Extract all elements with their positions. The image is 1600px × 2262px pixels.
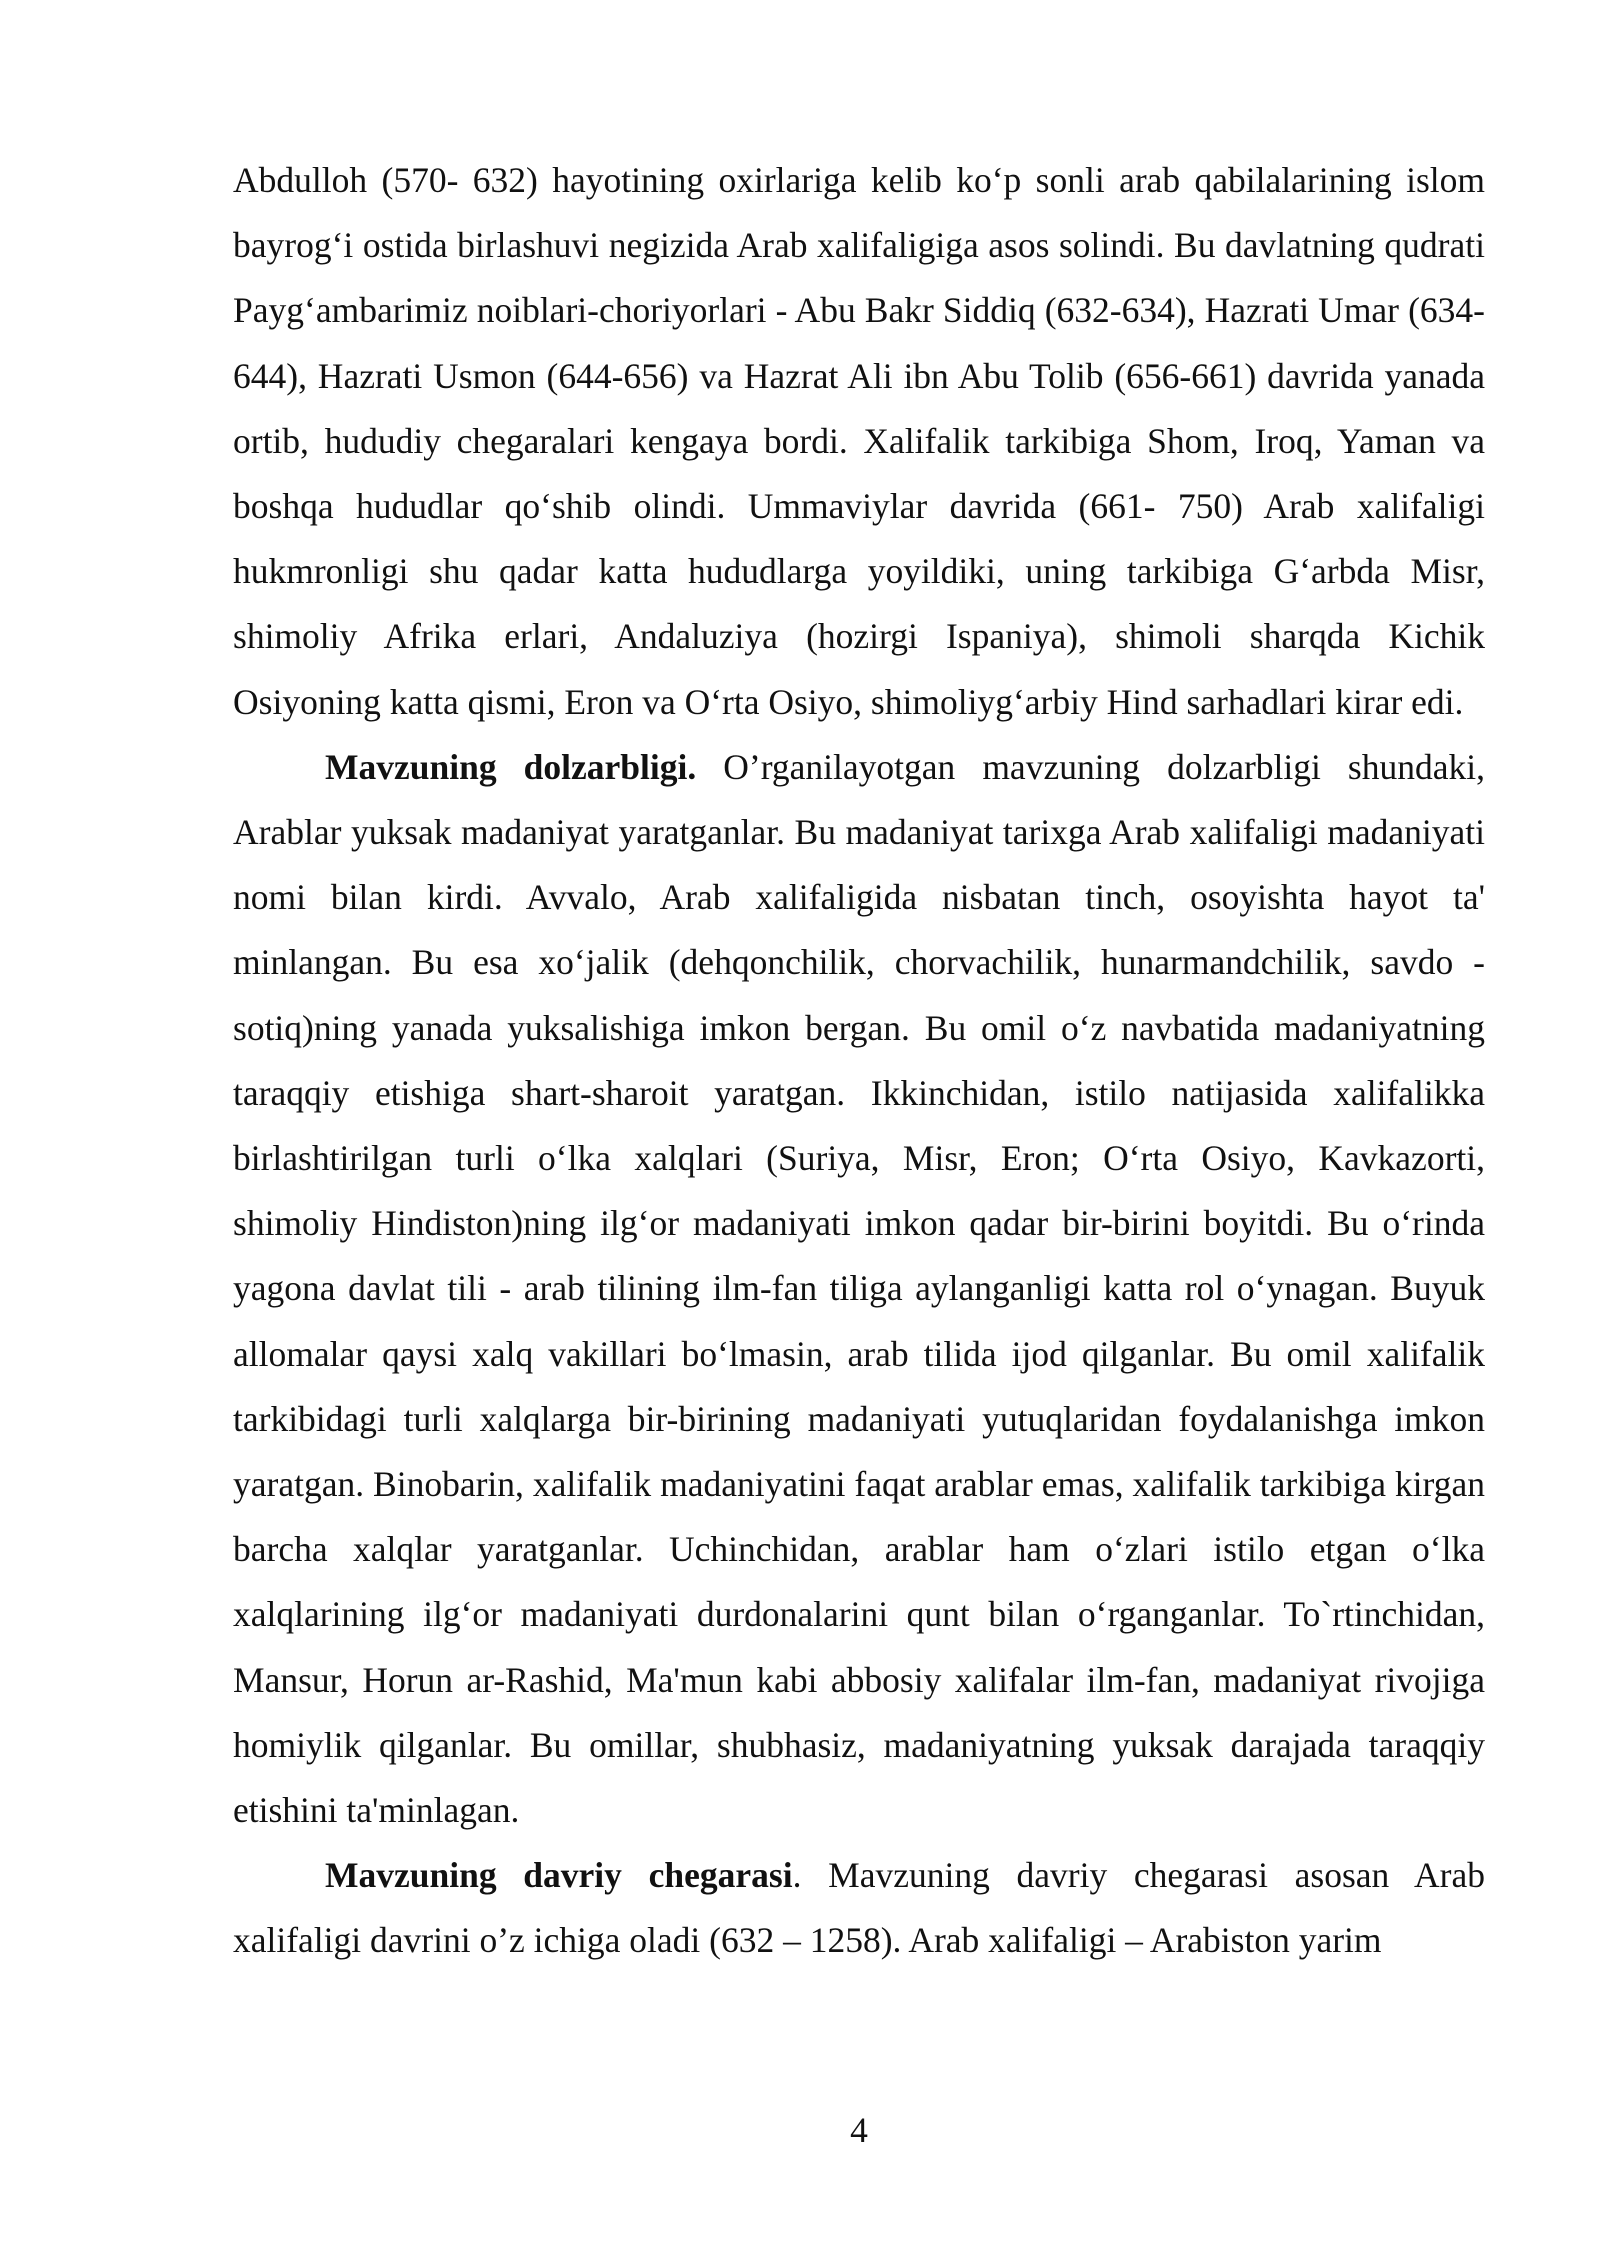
heading-chronology: Mavzuning davriy chegarasi bbox=[325, 1855, 793, 1896]
paragraph-intro: Abdulloh (570- 632) hayotining oxirlariga kelib ko‘p sonli arab qabilalarining islom bayrog‘i ostida birlashuvi negizida Arab xalifaligiga asos solindi. Bu davlatning qudrati Payg‘ambarimiz noiblari-choriyorlari - Abu Bakr Siddiq (632-634), Hazrati Umar (634-644), Hazrati Usmon (644-656) va Hazrat Ali ibn Abu Tolib (656-661) davrida yanada ortib, hududiy chegaralari kengaya bordi. Xalifalik tarkibiga Shom, Iroq, Yaman va boshqa hududlar qo‘shib olindi. Ummaviylar davrida (661- 750) Arab xalifaligi hukmronligi shu qadar katta hududlarga yoyildiki, uning tarkibiga G‘arbda Misr, shimoliy Afrika erlari, Andaluziya (hozirgi Ispaniya), shimoli sharqda Kichik Osiyoning katta qismi, Eron va O‘rta Osiyo, shimoliyg‘arbiy Hind sarhadlari kirar edi. bbox=[233, 160, 1485, 722]
paragraph-relevance bbox=[233, 735, 1485, 1843]
page-number: 4 bbox=[850, 2110, 868, 2150]
paragraph-relevance-body: O’rganilayotgan mavzuning dolzarbligi shundaki, Arablar yuksak madaniyat yaratganlar. Bu madaniyat tarixga Arab xalifaligi madaniyati nomi bilan kirdi. Avvalo, Arab xalifaligida nisbatan tinch, osoyishta hayot ta' minlangan. Bu esa xo‘jalik (dehqonchilik, chorvachilik, hunarmandchilik, savdo - sotiq)ning yanada yuksalishiga imkon bergan. Bu omil o‘z navbatida madaniyatning taraqqiy etishiga shart-sharoit yaratgan. Ikkinchidan, istilo natijasida xalifalikka birlashtirilgan turli o‘lka xalqlari (Suriya, Misr, Eron; O‘rta Osiyo, Kavkazorti, shimoliy Hindiston)ning ilg‘or madaniyati imkon qadar bir-birini boyitdi. Bu o‘rinda yagona davlat tili - arab tilining ilm-fan tiliga aylanganligi katta rol o‘ynagan. Buyuk allomalar qaysi xalq vakillari bo‘lmasin, arab tilida ijod qilganlar. Bu omil xalifalik tarkibidagi turli xalqlarga bir-birining madaniyati yutuqlaridan foydalanishga imkon yaratgan. Binobarin, xalifalik madaniyatini faqat arablar emas, xalifalik tarkibiga kirgan barcha xalqlar yaratganlar. Uchinchidan, arablar ham o‘zlari istilo etgan o‘lka xalqlarining ilg‘or madaniyati durdonalarini qunt bilan o‘rganganlar. To`rtinchidan, Mansur, Horun ar-Rashid, Ma'mun kabi abbosiy xalifalar ilm-fan, madaniyat rivojiga homiylik qilganlar. Bu omillar, shubhasiz, madaniyatning yuksak darajada taraqqiy etishini ta'minlagan. bbox=[233, 746, 1485, 1831]
paragraph-chronology bbox=[233, 1843, 1485, 1973]
paragraph-chronology-body: . Mavzuning davriy chegarasi asosan Arab xalifaligi davrini o’z ichiga oladi (632 – 1258). Arab xalifaligi – Arabiston yarim bbox=[233, 1855, 1485, 1961]
body-text bbox=[233, 148, 1485, 1974]
heading-relevance: Mavzuning dolzarbligi. bbox=[325, 746, 697, 787]
